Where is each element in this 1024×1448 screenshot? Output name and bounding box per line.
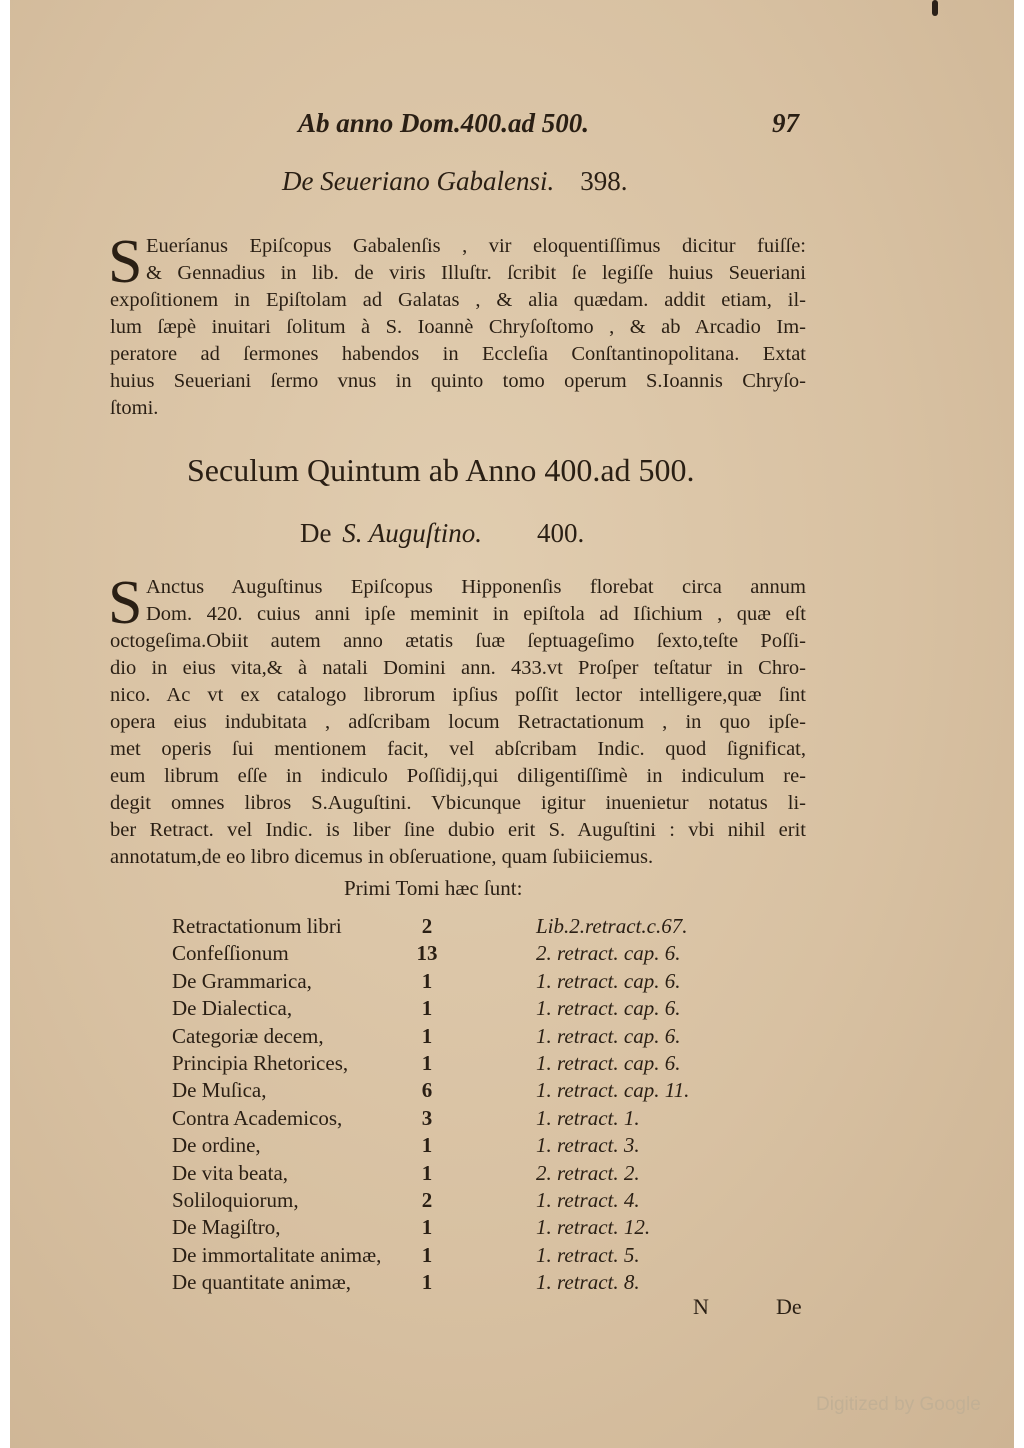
work-title: De Magiſtro, <box>172 1215 281 1240</box>
paragraph-augustine <box>108 569 806 871</box>
paragraph-severianus <box>108 228 806 422</box>
table-row <box>172 1270 732 1297</box>
table-row <box>172 1078 732 1105</box>
table-row <box>172 1051 732 1078</box>
retractationes-reference: 2. retract. cap. 6. <box>536 941 681 966</box>
table-row <box>172 1106 732 1133</box>
text-line: & Gennadius in lib. de viris Illuſtr. ſcribit ſe legiſſe huius Seueriani <box>146 262 806 284</box>
table-row <box>172 1215 732 1242</box>
drop-cap: S <box>108 569 143 637</box>
text-line: met operis ſui mentionem facit, vel abſcribam Indic. quod ſignificat, <box>110 738 806 760</box>
table-row <box>172 914 732 941</box>
retractationes-reference: 1. retract. cap. 6. <box>536 1023 681 1048</box>
century-heading: Seculum Quintum ab Anno 400.ad 500. <box>187 452 695 488</box>
work-title: De Dialectica, <box>172 996 293 1021</box>
section-year: 400. <box>537 518 585 548</box>
retractationes-reference: 1. retract. 8. <box>536 1270 640 1295</box>
book-page <box>10 0 1014 1448</box>
book-count: 6 <box>421 1078 433 1103</box>
text-line: dio in eius vita,& à natali Domini ann. 433.vt Proſper teſtatur in Chro- <box>110 657 806 679</box>
table-row <box>172 1024 732 1051</box>
book-count: 1 <box>421 1051 433 1075</box>
retractationes-reference: 1. retract. 3. <box>536 1133 640 1158</box>
section-year: 398. <box>580 166 628 196</box>
retractationes-reference: 1. retract. cap. 6. <box>536 1051 681 1075</box>
work-title: De quantitate animæ, <box>172 1270 352 1295</box>
text-line: eum librum eſſe in indiculo Poſſidij,qui diligentiſſimè in indiculum re- <box>110 765 806 787</box>
signature-mark: N <box>693 1294 709 1319</box>
table-row <box>172 1161 732 1188</box>
work-title: Soliloquiorum, <box>172 1188 299 1212</box>
text-line: ber Retract. vel Indic. is liber ſine dubio erit S. Auguſtini : vbi nihil erit <box>110 819 806 841</box>
book-count: 1 <box>421 1133 433 1158</box>
text-line: ſtomi. <box>110 397 159 419</box>
book-count: 1 <box>421 1270 433 1295</box>
retractationes-reference: 1. retract. cap. 6. <box>536 968 681 993</box>
text-line: Anctus Auguſtinus Epiſcopus Hipponenſis florebat circa annum <box>146 576 806 598</box>
table-row <box>172 969 732 996</box>
text-line: annotatum,de eo libro dicemus in obſeruatione, quam ſubiiciemus. <box>110 846 654 868</box>
text-line: nico. Ac vt ex catalogo librorum ipſius poſſit lector intelligere,quæ ſint <box>110 684 806 706</box>
work-title: Contra Academicos, <box>172 1105 343 1130</box>
retractationes-reference: 1. retract. cap. 6. <box>536 996 681 1021</box>
retractationes-reference: 1. retract. 4. <box>536 1188 640 1212</box>
book-count: 1 <box>421 996 433 1021</box>
table-row <box>172 1133 732 1160</box>
text-line: degit omnes libros S.Auguſtini. Vbicunque igitur inuenietur notatus li- <box>110 792 806 814</box>
running-head: Ab anno Dom.400.ad 500. <box>298 108 590 138</box>
retractationes-reference: 1. retract. 12. <box>536 1215 651 1240</box>
section-title: S. Auguſtino. <box>342 518 482 548</box>
section-heading-severianus <box>282 166 627 197</box>
retractationes-reference: 1. retract. 1. <box>536 1105 640 1130</box>
work-title: Categoriæ decem, <box>172 1023 324 1048</box>
text-line: Dom. 420. cuius anni ipſe meminit in epiſtola ad Iſichium , quæ eſt <box>146 603 806 625</box>
book-count: 3 <box>421 1105 433 1130</box>
table-row <box>172 941 732 968</box>
section-heading-augustine <box>300 518 482 549</box>
table-row <box>172 996 732 1023</box>
work-title: Principia Rhetorices, <box>172 1051 349 1075</box>
text-line: huius Seueriani ſermo vnus in quinto tomo operum S.Ioannis Chryſo- <box>110 370 806 392</box>
retractationes-reference: 1. retract. 5. <box>536 1242 640 1267</box>
book-count: 2 <box>421 1188 433 1212</box>
retractationes-reference: 2. retract. 2. <box>536 1160 640 1185</box>
work-title: De Grammarica, <box>172 968 312 993</box>
text-line: peratore ad ſermones habendos in Eccleſia Conſtantinopolitana. Extat <box>110 343 806 365</box>
work-title: De ordine, <box>172 1133 261 1158</box>
catchword: De <box>776 1294 802 1319</box>
retractationes-reference: Lib.2.retract.c.67. <box>536 914 688 938</box>
book-count: 1 <box>421 1160 433 1185</box>
work-title: De immortalitate animæ, <box>172 1242 382 1267</box>
book-count: 1 <box>421 968 433 993</box>
book-count: 2 <box>421 914 433 938</box>
table-row <box>172 1188 732 1215</box>
section-title: De Seueriano Gabalensi. <box>282 166 555 196</box>
text-line: lum ſæpè inuitari ſolitum à S. Ioannè Chryſoſtomo , & ab Arcadio Im- <box>110 316 806 338</box>
text-line: octogeſima.Obiit autem anno ætatis ſuæ ſeptuageſimo ſexto,teſte Poſſi- <box>110 630 806 652</box>
table-heading: Primi Tomi hæc ſunt: <box>344 876 523 900</box>
work-title: De Muſica, <box>172 1078 267 1103</box>
book-count: 1 <box>421 1023 433 1048</box>
book-count: 1 <box>421 1242 433 1267</box>
text-line: opera eius indubitata , adſcribam locum Retractationum , in quo ipſe- <box>110 711 806 733</box>
section-title-prefix: De <box>300 518 332 548</box>
page-number: 97 <box>772 108 799 138</box>
digitized-watermark: Digitized by Google <box>816 1394 981 1415</box>
work-title: Retractationum libri <box>172 914 342 938</box>
retractationes-reference: 1. retract. cap. 11. <box>536 1078 690 1103</box>
ink-blot <box>932 0 938 16</box>
text-line: Eueríanus Epiſcopus Gabalenſis , vir eloquentiſſimus dicitur fuiſſe: <box>146 235 806 257</box>
book-count: 1 <box>421 1215 433 1240</box>
table-row <box>172 1243 732 1270</box>
work-title: De vita beata, <box>172 1160 289 1185</box>
text-line: expoſitionem in Epiſtolam ad Galatas , & alia quædam. addit etiam, il- <box>110 289 806 311</box>
book-count: 13 <box>416 941 438 966</box>
drop-cap: S <box>108 228 143 296</box>
work-title: Confeſſionum <box>172 941 289 966</box>
